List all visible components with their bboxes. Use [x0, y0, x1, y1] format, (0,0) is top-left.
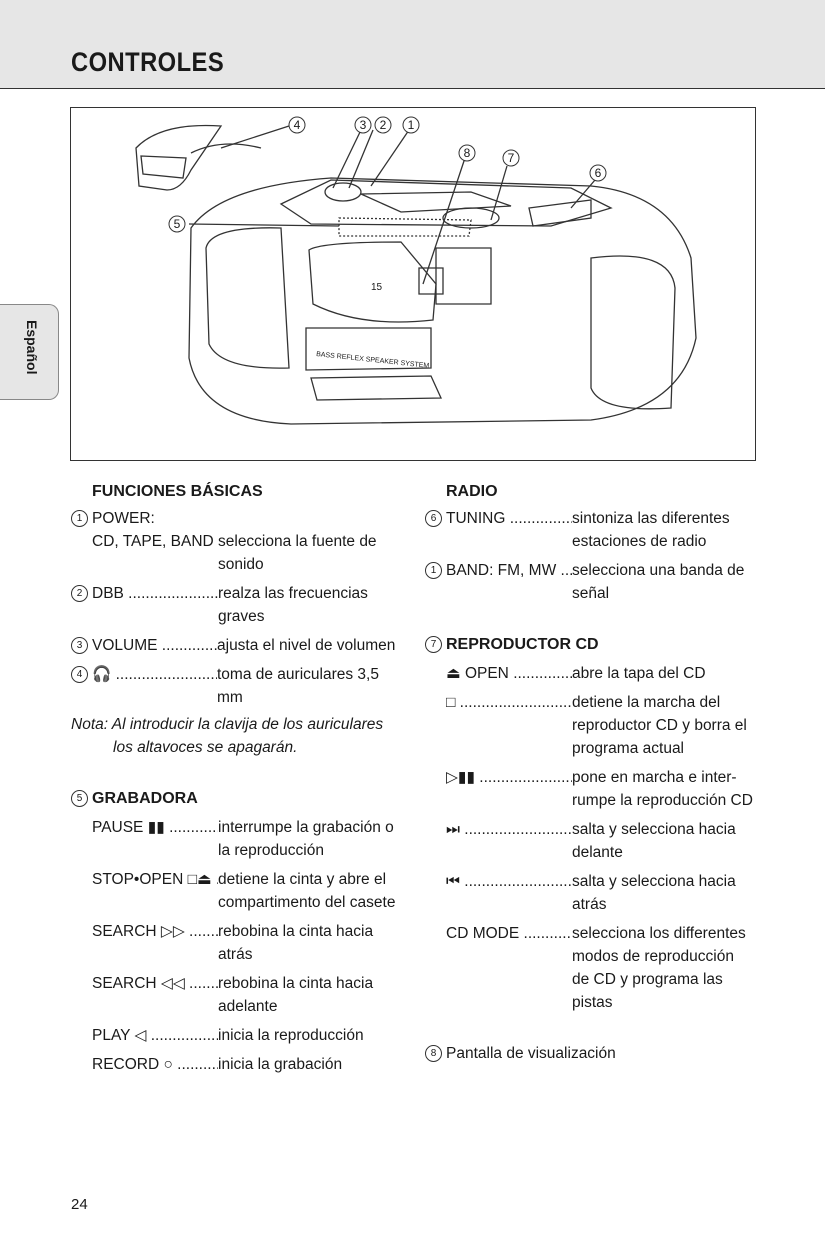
- item-number: 4: [71, 666, 88, 683]
- list-item: [425, 507, 765, 553]
- cd-section: [425, 633, 765, 656]
- item-key: TUNING .....: [446, 507, 572, 553]
- display-item: [425, 1042, 765, 1065]
- callout-5: 5: [173, 217, 181, 231]
- list-item: [92, 868, 407, 914]
- item-number: 7: [425, 636, 442, 653]
- recorder-section: [71, 787, 407, 810]
- list-item: [71, 507, 407, 576]
- search-forward-icon: SEARCH ▷▷ .....: [92, 920, 218, 966]
- note-line-2: los altavoces se apagarán.: [113, 739, 298, 756]
- callout-2: 2: [379, 118, 387, 132]
- list-item: [71, 582, 407, 628]
- item-desc: detiene la cinta y abre el compartimento del casete: [218, 871, 396, 911]
- item-number: 1: [71, 510, 88, 527]
- callout-3: 3: [359, 118, 367, 132]
- item-desc: rebobina la cinta hacia adelante: [218, 975, 374, 1015]
- item-desc: ajusta el nivel de volumen: [217, 637, 396, 654]
- cd-display-digits: 15: [371, 282, 383, 293]
- record-icon: RECORD ○ .....: [92, 1053, 218, 1076]
- left-column: [71, 480, 407, 1076]
- search-back-icon: SEARCH ◁◁ .....: [92, 972, 218, 1018]
- item-desc: inicia la grabación: [218, 1056, 343, 1073]
- item-desc: detiene la marcha del reproductor CD y borra el programa actual: [572, 694, 747, 757]
- stop-icon: □ .....: [446, 691, 572, 760]
- list-item: [446, 818, 765, 864]
- item-key: VOLUME .....: [92, 634, 217, 657]
- display-label: Pantalla de visualización: [446, 1045, 616, 1062]
- speaker-label: BASS REFLEX SPEAKER SYSTEM: [315, 351, 430, 370]
- page-header: [0, 0, 825, 89]
- skip-previous-icon: ⏮ .....: [446, 870, 572, 916]
- list-item: [92, 1053, 407, 1076]
- item-desc: rebobina la cinta hacia atrás: [218, 923, 374, 963]
- item-desc: salta y selecciona hacia atrás: [572, 873, 736, 913]
- list-item: [92, 972, 407, 1018]
- note-line-1: Nota: Al introducir la clavija de los auriculares: [71, 716, 384, 733]
- item-desc: toma de auriculares 3,5 mm: [217, 666, 379, 706]
- item-number: 3: [71, 637, 88, 654]
- page-title: CONTROLES: [71, 47, 225, 77]
- boombox-drawing: [71, 108, 755, 460]
- list-item: [92, 816, 407, 862]
- right-column: [425, 480, 765, 1065]
- page-number: 24: [71, 1196, 88, 1213]
- eject-icon: ⏏ OPEN .....: [446, 662, 572, 685]
- item-desc: selecciona los differentes modos de reproducción de CD y programa las pistas: [572, 925, 746, 1011]
- callout-4: 4: [293, 118, 301, 132]
- item-desc: sintoniza las diferentes estaciones de radio: [572, 510, 730, 550]
- item-key: CD, TAPE, BAND .....: [92, 530, 218, 576]
- item-key: BAND: FM, MW .....: [446, 559, 572, 605]
- item-number: 2: [71, 585, 88, 602]
- boombox-illustration: [70, 107, 756, 461]
- item-desc: realza las frecuencias graves: [218, 585, 368, 625]
- list-item: [92, 1024, 407, 1047]
- play-icon: PLAY ◁ .....: [92, 1024, 218, 1047]
- callout-6: 6: [594, 166, 602, 180]
- headphone-icon: 🎧 .....: [92, 663, 217, 709]
- item-title: POWER:: [92, 510, 155, 527]
- list-item: [446, 870, 765, 916]
- callout-1: 1: [407, 118, 415, 132]
- language-tab-label: Español: [24, 320, 40, 375]
- radio-heading: RADIO: [446, 483, 498, 500]
- item-desc: salta y selecciona hacia delante: [572, 821, 736, 861]
- item-desc: pone en marcha e inter-rumpe la reproducción CD: [572, 769, 753, 809]
- item-desc: selecciona una banda de señal: [572, 562, 745, 602]
- item-desc: interrumpe la grabación o la reproducción: [218, 819, 394, 859]
- callout-8: 8: [463, 146, 471, 160]
- play-pause-icon: ▷▮▮ .....: [446, 766, 572, 812]
- item-key: DBB .....: [92, 582, 218, 628]
- pause-icon: PAUSE ▮▮ .....: [92, 816, 218, 862]
- stop-eject-icon: STOP•OPEN □⏏ .....: [92, 868, 218, 914]
- item-desc: selecciona la fuente de sonido: [218, 533, 377, 573]
- item-number: 8: [425, 1045, 442, 1062]
- list-item: [446, 766, 765, 812]
- item-number: 5: [71, 790, 88, 807]
- list-item: [446, 922, 765, 1014]
- item-desc: abre la tapa del CD: [572, 665, 706, 682]
- basic-functions-heading: FUNCIONES BÁSICAS: [92, 483, 263, 500]
- recorder-heading: GRABADORA: [92, 790, 198, 807]
- language-tab: [0, 304, 59, 400]
- list-item: [446, 691, 765, 760]
- item-key: CD MODE .....: [446, 922, 572, 1014]
- list-item: [425, 559, 765, 605]
- callout-7: 7: [507, 151, 515, 165]
- cd-heading: REPRODUCTOR CD: [446, 636, 599, 653]
- list-item: [92, 920, 407, 966]
- note: [71, 713, 407, 759]
- item-number: 1: [425, 562, 442, 579]
- list-item: [71, 634, 407, 657]
- skip-next-icon: ⏭ .....: [446, 818, 572, 864]
- list-item: [446, 662, 765, 685]
- list-item: [71, 663, 407, 709]
- item-desc: inicia la reproducción: [218, 1027, 364, 1044]
- item-number: 6: [425, 510, 442, 527]
